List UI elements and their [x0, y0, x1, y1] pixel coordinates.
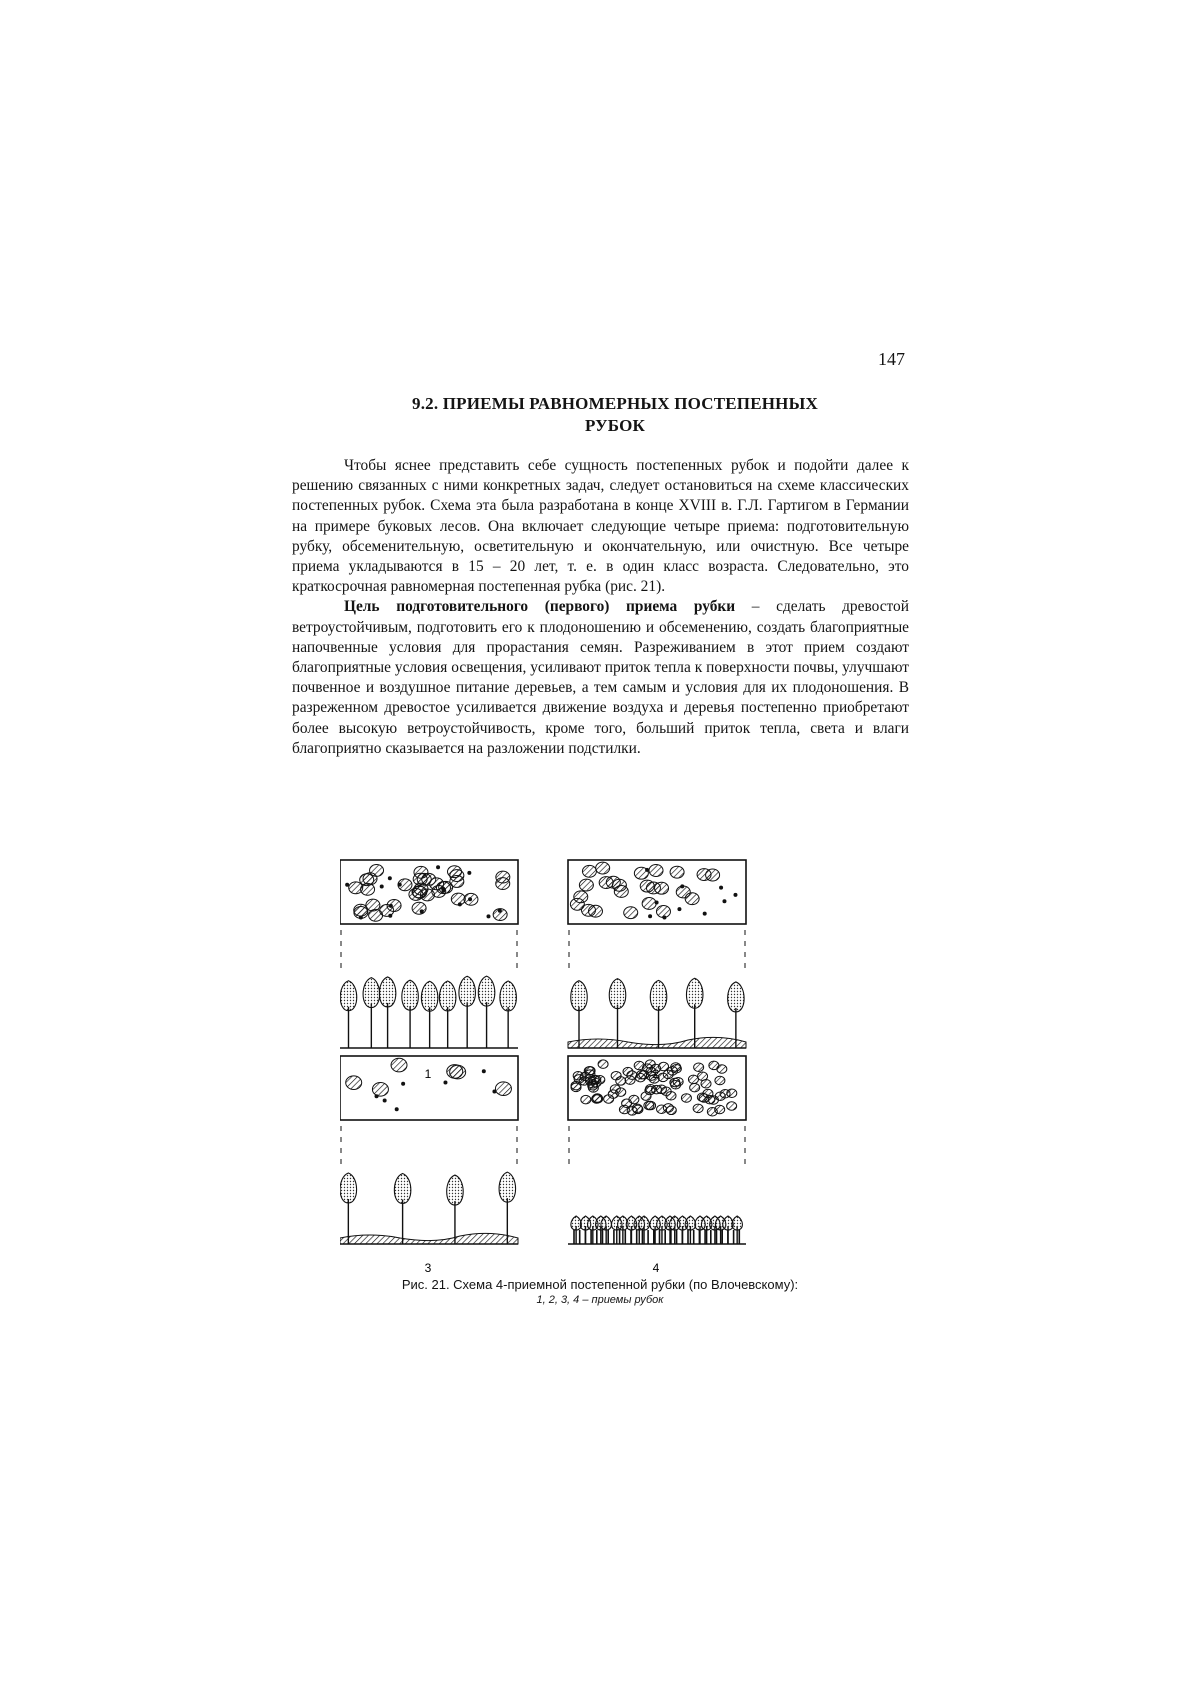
paragraph-1	[292, 456, 909, 597]
crown-plan	[366, 899, 380, 911]
crown-plan	[592, 1094, 602, 1103]
tree-crown	[732, 1216, 743, 1230]
seedling-dot	[467, 871, 471, 875]
crown-plan	[688, 1075, 698, 1084]
tree-crown	[421, 981, 438, 1011]
crown-plan	[707, 1108, 717, 1117]
crown-plan	[584, 1067, 594, 1076]
crown-plan	[574, 891, 588, 903]
seedling-dot	[677, 907, 681, 911]
crown-plan	[655, 882, 669, 894]
crown-plan	[581, 1095, 591, 1104]
seedling-dot	[703, 912, 707, 916]
crown-plan	[571, 1081, 581, 1090]
seedling-dot	[498, 909, 502, 913]
seedling-dot	[733, 893, 737, 897]
crown-plan	[670, 866, 684, 878]
panel-label-1: 1	[424, 1067, 432, 1081]
seedling-dot	[648, 914, 652, 918]
crown-plan	[346, 1076, 362, 1090]
seedling-dot	[458, 902, 462, 906]
crown-plan	[646, 1085, 656, 1094]
paragraph-2-lead: Цель подготовительного (первого) приема рубки	[344, 598, 736, 616]
section-title-line-1: 9.2. ПРИЕМЫ РАВНОМЕРНЫХ ПОСТЕПЕННЫХ	[412, 394, 818, 413]
crown-plan	[625, 1076, 635, 1085]
crown-plan	[624, 907, 638, 919]
crown-plan	[588, 1082, 598, 1091]
tree-crown	[478, 976, 495, 1006]
seedling-dot	[486, 914, 490, 918]
crown-plan	[412, 902, 426, 914]
tree-crown	[363, 978, 380, 1008]
crown-plan	[439, 881, 453, 893]
tree-crown	[728, 982, 745, 1012]
seedling-dot	[680, 884, 684, 888]
crown-plan	[667, 1067, 677, 1076]
crown-plan	[715, 1076, 725, 1085]
seedling-dot	[443, 1081, 447, 1085]
tree-crown	[394, 1174, 411, 1204]
crown-plan	[495, 1082, 511, 1096]
seedling-dot	[383, 1098, 387, 1102]
crown-plan	[582, 865, 596, 877]
panel-label-3: 3	[424, 1261, 432, 1275]
tree-crown	[686, 978, 703, 1008]
tree-crown	[609, 979, 626, 1009]
seedling-dot	[468, 897, 472, 901]
crown-plan	[698, 1072, 708, 1081]
crown-plan	[649, 865, 663, 877]
crown-plan	[681, 1094, 691, 1103]
seedling-dot	[345, 883, 349, 887]
tree-crown	[571, 1216, 582, 1230]
page-number: 147	[878, 349, 905, 369]
crown-plan	[363, 873, 377, 885]
figure-caption	[300, 1276, 900, 1308]
crown-plan	[671, 1080, 681, 1089]
crown-plan	[642, 898, 656, 910]
crown-plan	[693, 1104, 703, 1113]
crown-plan	[657, 1105, 667, 1114]
crown-plan	[623, 1067, 633, 1076]
crown-plan	[629, 1095, 639, 1104]
seedling-dot	[645, 868, 649, 872]
crown-plan	[610, 1085, 620, 1094]
crown-plan	[694, 1063, 704, 1072]
crown-plan	[635, 1073, 645, 1082]
crown-plan	[372, 1083, 388, 1097]
crown-plan	[611, 1071, 621, 1080]
crown-plan	[656, 906, 670, 918]
section-title-line-2: РУБОК	[584, 416, 646, 435]
paragraph-2-text: – сделать древостой ветроустойчивым, подготовить его к плодоношению и обсеменению, создать благоприятные напочвенные условия для прорастания семян. Разреживанием в этот прием создают благоприятные условия освещения, усиливают приток тепла к поверхности почвы, улучшают почвенное и воздушное питание деревьев, а тем самым и условия для их плодоношения. В разреженном древостое усиливается движение воздуха и деревья постепенно приобретают более высокую ветроустойчивость, кроме того, больший приток тепла, света и влаги благоприятно сказывается на разложении подстилки.	[292, 598, 909, 757]
crown-plan	[496, 878, 510, 890]
figure-21	[340, 858, 820, 1278]
seedling-dot	[375, 1094, 379, 1098]
seedling-dot	[389, 904, 393, 908]
panel-1	[340, 860, 518, 1048]
seedling-dot	[388, 876, 392, 880]
crown-plan	[727, 1102, 737, 1111]
tree-crown	[439, 981, 456, 1011]
crown-plan	[727, 1089, 737, 1098]
body-text	[292, 456, 909, 759]
seedling-dot	[398, 883, 402, 887]
seedling-dot	[401, 1082, 405, 1086]
tree-crown	[571, 981, 588, 1011]
crown-plan	[646, 1101, 656, 1110]
paragraph-2	[292, 597, 909, 759]
crown-plan	[414, 883, 428, 895]
tree-crown	[379, 977, 396, 1007]
crown-plan	[599, 877, 613, 889]
crown-plan	[640, 880, 654, 892]
crown-plan	[579, 879, 593, 891]
seedling-dot	[492, 1090, 496, 1094]
seedling-dot	[442, 888, 446, 892]
figure-drawing	[340, 858, 820, 1278]
panel-2	[568, 860, 746, 1048]
undergrowth	[340, 1233, 518, 1244]
caption-line-1: Рис. 21. Схема 4-приемной постепенной рубки (по Влочевскому):	[401, 1277, 799, 1292]
crown-plan	[709, 1061, 719, 1070]
paragraph-1-text: Чтобы яснее представить себе сущность постепенных рубок и подойти далее к решению связанных с ними конкретных задач, следует остановиться на схеме классических постепенных рубок. Схема эта была разработана в конце XVIII в. Г.Л. Гартигом в Германии на примере буковых лесов. Она включает следующие четыре приема: подготовительную рубку, обсеменительную, осветительную и окончательную, или очистную. Все четыре приема укладываются в 15 – 20 лет, т. е. в один класс возраста. Следовательно, это краткосрочная равномерная постепенная рубка (рис. 21).	[292, 457, 909, 596]
tree-crown	[500, 981, 517, 1011]
section-title	[330, 393, 900, 437]
tree-crown	[459, 976, 476, 1006]
crown-plan	[697, 869, 711, 881]
crown-plan	[604, 1095, 614, 1104]
seedling-dot	[420, 909, 424, 913]
tree-crown	[685, 1216, 696, 1230]
seedling-dot	[380, 884, 384, 888]
panel-label-4: 4	[652, 1261, 660, 1275]
crown-plan	[598, 1060, 608, 1069]
seedling-dot	[482, 1069, 486, 1073]
caption-line-2: 1, 2, 3, 4 – приемы рубок	[536, 1294, 664, 1306]
crown-plan	[349, 882, 363, 894]
tree-crown	[499, 1172, 516, 1202]
crown-plan	[414, 866, 428, 878]
seedling-dot	[388, 914, 392, 918]
crown-plan	[697, 1093, 707, 1102]
crown-plan	[612, 879, 626, 891]
tree-crown	[650, 980, 667, 1010]
panel-3	[340, 1056, 518, 1244]
tree-crown	[402, 980, 419, 1010]
crown-plan	[588, 905, 602, 917]
tree-crown	[340, 981, 357, 1011]
panel-label-2: 2	[652, 1067, 660, 1081]
crown-plan	[690, 1083, 700, 1092]
crown-plan	[715, 1092, 725, 1101]
crown-plan	[596, 862, 610, 874]
tree-crown	[340, 1173, 357, 1203]
seedling-dot	[655, 901, 659, 905]
seedling-dot	[359, 916, 363, 920]
seedling-dot	[436, 865, 440, 869]
plan-view-box	[340, 1056, 518, 1120]
crown-plan	[391, 1058, 407, 1072]
undergrowth	[568, 1037, 746, 1048]
tree-crown	[447, 1175, 464, 1205]
seedling-dot	[662, 915, 666, 919]
crown-plan	[666, 1091, 676, 1100]
seedling-dot	[722, 899, 726, 903]
seedling-dot	[719, 886, 723, 890]
seedling-dot	[395, 1107, 399, 1111]
panel-4	[568, 1056, 746, 1244]
crown-plan	[450, 1065, 466, 1079]
